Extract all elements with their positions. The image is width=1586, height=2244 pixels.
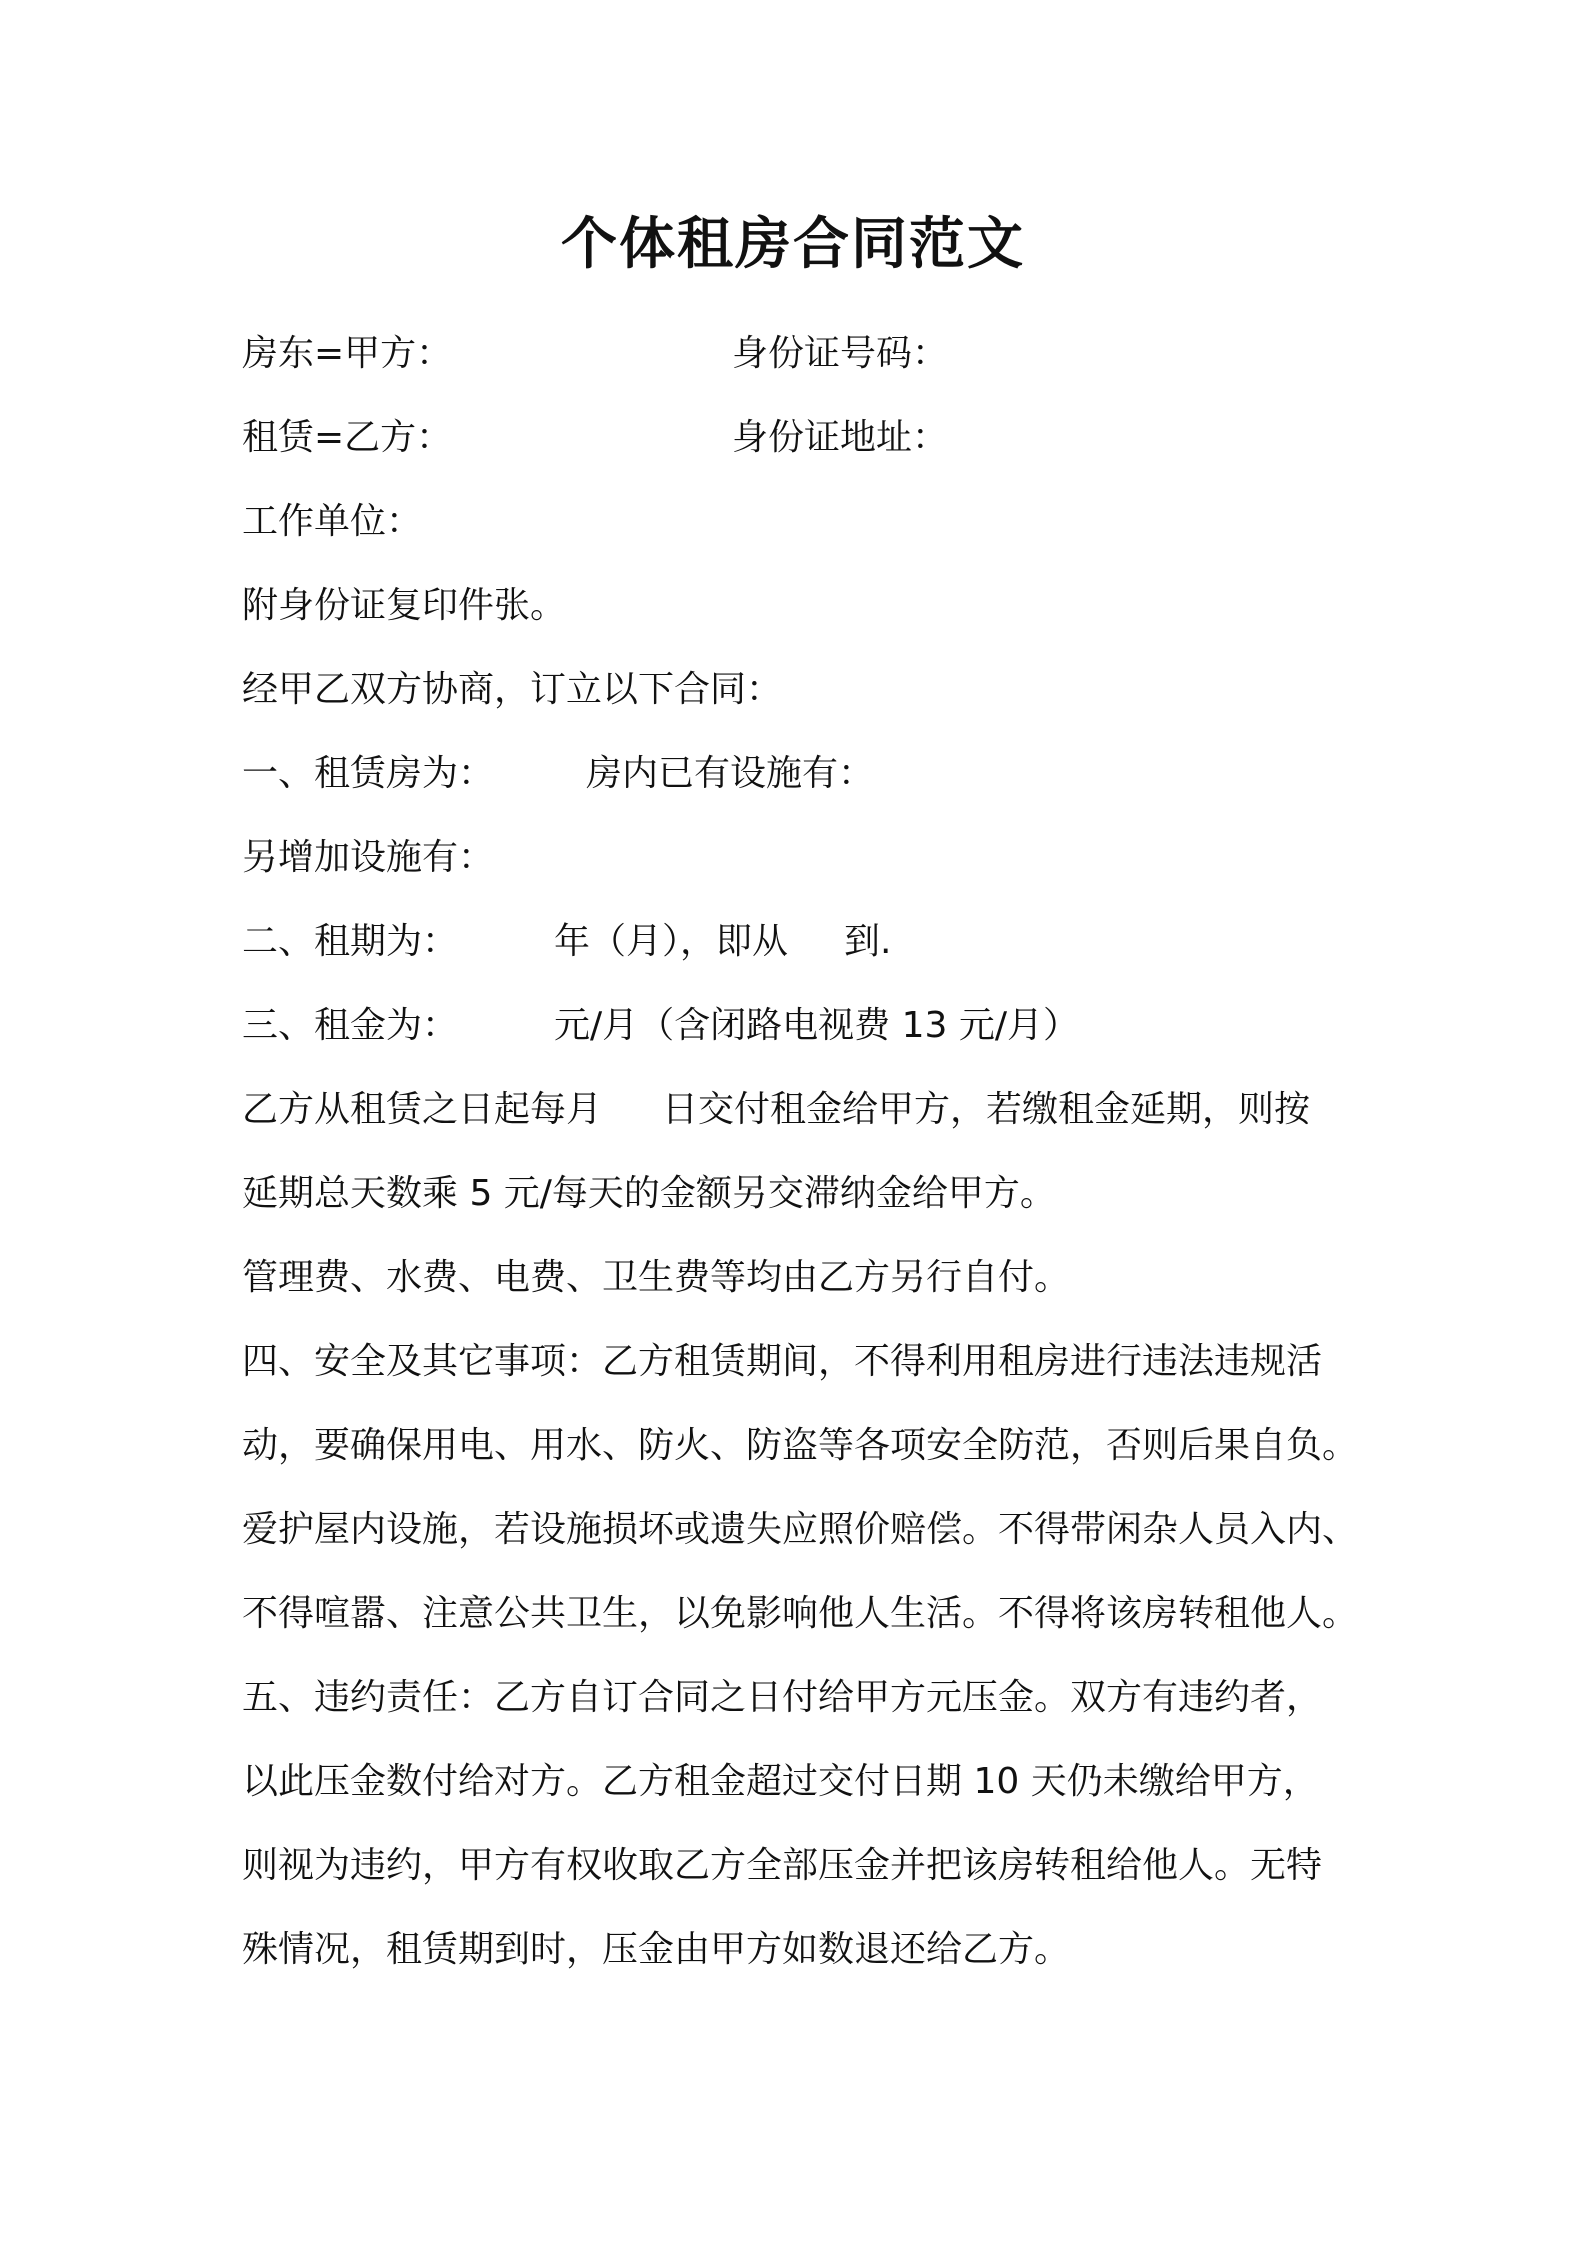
paragraph-line-5: 动，要确保用电、用水、防火、防盗等各项安全防范，否则后果自负。 bbox=[242, 1425, 1359, 1466]
clause-2-part3: 到. bbox=[844, 921, 892, 962]
paragraph-line-6: 爱护屋内设施，若设施损坏或遗失应照价赔偿。不得带闲杂人员入内、 bbox=[242, 1509, 1359, 1550]
paragraph-line-1-a: 乙方从租赁之日起每月 bbox=[242, 1089, 603, 1130]
id-address-label: 身份证地址： bbox=[732, 417, 949, 458]
paragraph-line-9: 以此压金数付给对方。乙方租金超过交付日期 10 天仍未缴给甲方， bbox=[242, 1761, 1319, 1802]
paragraph-line-10: 则视为违约，甲方有权收取乙方全部压金并把该房转租给他人。无特 bbox=[242, 1845, 1323, 1886]
paragraph-line-2: 延期总天数乘 5 元/每天的金额另交滞纳金给甲方。 bbox=[242, 1173, 1056, 1214]
clause-3-part2: 元/月（含闭路电视费 13 元/月） bbox=[554, 1005, 1079, 1046]
id-number-label: 身份证号码： bbox=[732, 333, 949, 374]
paragraph-line-3: 管理费、水费、电费、卫生费等均由乙方另行自付。 bbox=[242, 1257, 1071, 1298]
tenant-row bbox=[242, 410, 1342, 466]
work-unit-label: 工作单位： bbox=[242, 501, 423, 542]
clause-2-line bbox=[242, 914, 891, 970]
paragraph-line-8: 五、违约责任：乙方自订合同之日付给甲方元压金。双方有违约者， bbox=[242, 1677, 1323, 1718]
clause-3-line bbox=[242, 998, 1079, 1054]
clause-2-part2: 年（月），即从 bbox=[554, 921, 789, 962]
clause-3-part1: 三、租金为： bbox=[242, 1005, 459, 1046]
paragraph-line-11: 殊情况，租赁期到时，压金由甲方如数退还给乙方。 bbox=[242, 1929, 1071, 1970]
paragraph-line-7: 不得喧嚣、注意公共卫生，以免影响他人生活。不得将该房转租他人。 bbox=[242, 1593, 1359, 1634]
document-title: 个体租房合同范文 bbox=[561, 212, 1025, 277]
work-unit-row bbox=[242, 494, 422, 550]
paragraph-line-4: 四、安全及其它事项：乙方租赁期间，不得利用租房进行违法违规活 bbox=[242, 1341, 1323, 1382]
landlord-label: 房东=甲方： bbox=[242, 333, 453, 374]
paragraph-line-1-b: 日交付租金给甲方，若缴租金延期，则按 bbox=[662, 1089, 1311, 1130]
tenant-label: 租赁=乙方： bbox=[242, 417, 453, 458]
clause-1-part1: 一、租赁房为： bbox=[242, 753, 495, 794]
clause-2-part1: 二、租期为： bbox=[242, 921, 459, 962]
paragraph-line-1 bbox=[242, 1082, 1310, 1138]
intro-line: 经甲乙双方协商，订立以下合同： bbox=[242, 669, 783, 710]
attach-note: 附身份证复印件张。 bbox=[242, 585, 567, 626]
clause-1-part2: 房内已有设施有： bbox=[586, 753, 875, 794]
clause-1-extra: 另增加设施有： bbox=[242, 837, 495, 878]
clause-1-line bbox=[242, 746, 874, 802]
landlord-row bbox=[242, 326, 1342, 382]
